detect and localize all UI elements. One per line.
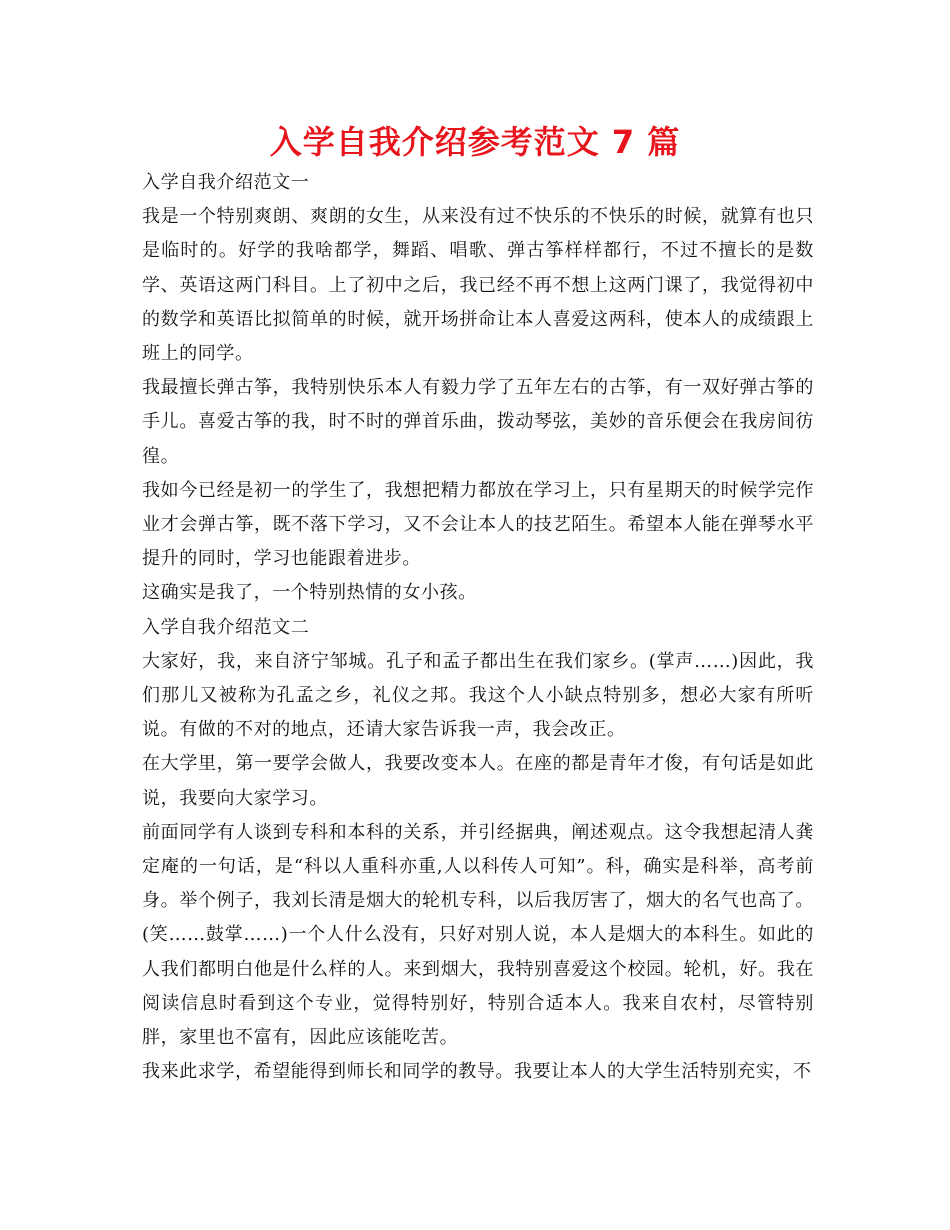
paragraph: 我最擅长弹古筝，我特别快乐本人有毅力学了五年左右的古筝，有一双好弹古筝的手儿。喜爱古筝的我，时不时的弹首乐曲，拨动琴弦，美妙的音乐便会在我房间彷徨。 bbox=[142, 377, 814, 467]
paragraph: 这确实是我了，一个特别热情的女小孩。 bbox=[142, 582, 477, 604]
paragraph: 大家好，我，来自济宁邹城。孔子和孟子都出生在我们家乡。(掌声……)因此，我们那儿又被称为孔孟之乡，礼仪之邦。我这个人小缺点特别多，想必大家有所听说。有做的不对的地点，还请大家告诉我一声，我会改正。 bbox=[142, 650, 814, 741]
paragraph: 前面同学有人谈到专科和本科的关系，并引经据典，阐述观点。这令我想起清人龚定庵的一句话，是“科以人重科亦重,人以科传人可知”。科，确实是科举，高考前身。举个例子，我刘长清是烟大的轮机专科，以后我厉害了，烟大的名气也高了。(笑……鼓掌……)一个人什么没有，只好对别人说，本人是烟大的本科生。如此的人我们都明白他是什么样的人。来到烟大，我特别喜爱这个校园。轮机，好。我在阅读信息时看到这个专业，觉得特别好，特别合适本人。我来自农村，尽管特别胖，家里也不富有，因此应该能吃苦。 bbox=[142, 821, 814, 1049]
paragraph: 在大学里，第一要学会做人，我要改变本人。在座的都是青年才俊，有句话是如此说，我要向大家学习。 bbox=[142, 753, 814, 809]
document-body bbox=[142, 166, 814, 1089]
document-title: 入学自我介绍参考范文 7 篇 bbox=[269, 123, 681, 161]
paragraph: 我来此求学，希望能得到师长和同学的教导。我要让本人的大学生活特别充实，不 bbox=[142, 1061, 812, 1083]
paragraph: 我是一个特别爽朗、爽朗的女生，从来没有过不快乐的不快乐的时候，就算有也只是临时的。好学的我啥都学，舞蹈、唱歌、弹古筝样样都行，不过不擅长的是数学、英语这两门科目。上了初中之后，我已经不再不想上这两门课了，我觉得初中的数学和英语比拟简单的时候，就开场拼命让本人喜爱这两科，使本人的成绩跟上班上的同学。 bbox=[142, 206, 814, 365]
paragraph: 我如今已经是初一的学生了，我想把精力都放在学习上，只有星期天的时候学完作业才会弹古筝，既不落下学习，又不会让本人的技艺陌生。希望本人能在弹琴水平提升的同时，学习也能跟着进步。 bbox=[142, 479, 814, 570]
section-heading: 入学自我介绍范文二 bbox=[142, 616, 310, 638]
section-heading: 入学自我介绍范文一 bbox=[142, 172, 310, 193]
